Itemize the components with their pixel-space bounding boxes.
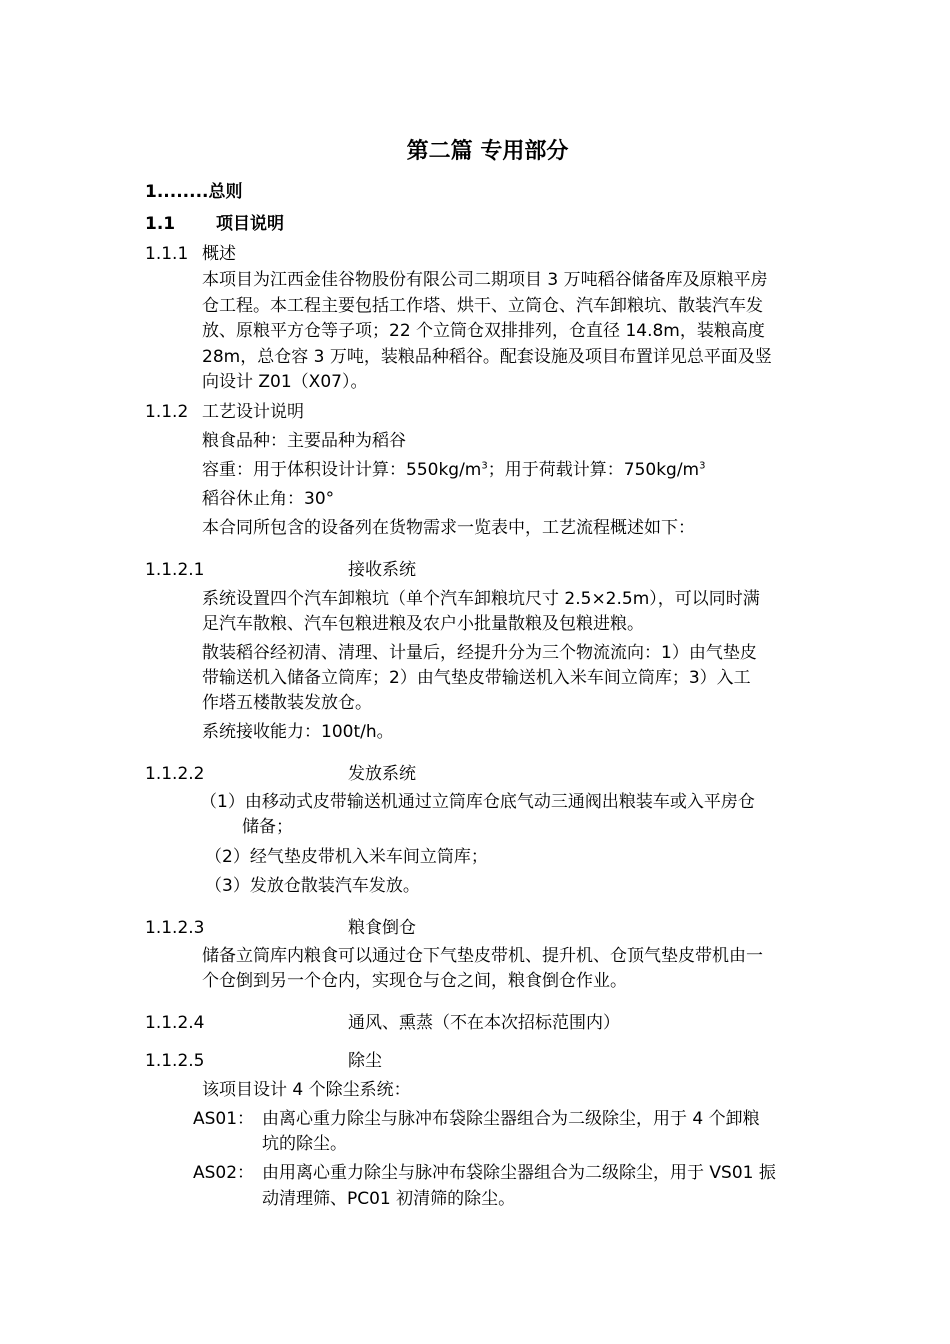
section-1-1-2-3-heading: 粮食倒仓 <box>348 918 416 938</box>
section-1-1-2-2-heading: 发放系统 <box>348 764 416 784</box>
system-description: 由用离心重力除尘与脉冲布袋除尘器组合为二级除尘，用于 VS01 振 <box>262 1163 776 1183</box>
section-1-1-2-1-heading: 接收系统 <box>348 560 416 580</box>
system-description-continuation: 坑的除尘。 <box>262 1134 347 1154</box>
repose-angle-text: 稻谷休止角：30° <box>202 489 335 509</box>
list-item-continuation: 储备； <box>242 817 293 837</box>
paragraph-line: 系统接收能力：100t/h。 <box>202 722 394 742</box>
paragraph-line: 个仓倒到另一个仓内，实现仓与仓之间，粮食倒仓作业。 <box>202 971 627 991</box>
paragraph-line: 仓工程。本工程主要包括工作塔、烘干、立筒仓、汽车卸粮坑、散装汽车发 <box>202 296 763 316</box>
system-code: AS02： <box>193 1163 255 1183</box>
section-1-1-2-1-number: 1.1.2.1 <box>145 560 205 580</box>
paragraph-line: 作塔五楼散装发放仓。 <box>202 693 372 713</box>
density-load-text: ；用于荷载计算：750kg/m <box>487 460 700 480</box>
section-1-1-heading: 项目说明 <box>216 214 284 234</box>
system-description: 由离心重力除尘与脉冲布袋除尘器组合为二级除尘，用于 4 个卸粮 <box>262 1109 760 1129</box>
section-1-1-2-4-heading: 通风、熏蒸（不在本次招标范围内） <box>348 1013 620 1033</box>
paragraph-line: 足汽车散粮、汽车包粮进粮及农户小批量散粮及包粮进粮。 <box>202 614 644 634</box>
section-1-1-1-number: 1.1.1 <box>145 244 189 264</box>
section-1-1-2-heading: 工艺设计说明 <box>202 402 304 422</box>
paragraph-line: 带输送机入储备立筒库；2）由气垫皮带输送机入米车间立筒库；3）入工 <box>202 668 751 688</box>
process-intro-text: 本合同所包含的设备列在货物需求一览表中，工艺流程概述如下： <box>202 518 695 538</box>
section-1-1-2-4-number: 1.1.2.4 <box>145 1013 205 1033</box>
page-title: 第二篇 专用部分 <box>406 139 569 164</box>
grain-variety-text: 粮食品种：主要品种为稻谷 <box>202 431 406 451</box>
section-1-1-number: 1.1 <box>145 214 176 234</box>
section-1-1-2-2-number: 1.1.2.2 <box>145 764 205 784</box>
paragraph-line: 28m，总仓容 3 万吨，装粮品种稻谷。配套设施及项目布置详见总平面及竖 <box>202 347 772 367</box>
superscript: 3 <box>699 460 706 472</box>
superscript: 3 <box>481 460 488 472</box>
section-1-1-2-number: 1.1.2 <box>145 402 189 422</box>
paragraph-line: 散装稻谷经初清、清理、计量后，经提升分为三个物流流向：1）由气垫皮 <box>202 643 757 663</box>
list-item: （3）发放仓散装汽车发放。 <box>205 876 420 896</box>
paragraph-line: 向设计 Z01（X07）。 <box>202 372 368 392</box>
paragraph-line: 储备立筒库内粮食可以通过仓下气垫皮带机、提升机、仓顶气垫皮带机由一 <box>202 946 763 966</box>
section-1-1-2-5-heading: 除尘 <box>348 1051 382 1071</box>
list-item: （1）由移动式皮带输送机通过立筒库仓底气动三通阀出粮装车或入平房仓 <box>200 792 755 812</box>
paragraph-line: 系统设置四个汽车卸粮坑（单个汽车卸粮坑尺寸 2.5×2.5m），可以同时满 <box>202 589 760 609</box>
dust-intro-text: 该项目设计 4 个除尘系统： <box>202 1080 411 1100</box>
section-1-1-2-5-number: 1.1.2.5 <box>145 1051 205 1071</box>
section-1-1-1-heading: 概述 <box>202 244 236 264</box>
paragraph-line: 放、原粮平方仓等子项；22 个立筒仓双排排列，仓直径 14.8m，装粮高度 <box>202 321 765 341</box>
density-volume-text: 容重：用于体积设计计算：550kg/m <box>202 460 482 480</box>
bulk-density-text <box>202 458 706 483</box>
system-code: AS01： <box>193 1109 255 1129</box>
system-description-continuation: 动清理筛、PC01 初清筛的除尘。 <box>262 1189 516 1209</box>
section-1-heading: 1........总则 <box>145 182 243 202</box>
section-1-1-2-3-number: 1.1.2.3 <box>145 918 205 938</box>
paragraph-line: 本项目为江西金佳谷物股份有限公司二期项目 3 万吨稻谷储备库及原粮平房 <box>202 270 768 290</box>
list-item: （2）经气垫皮带机入米车间立筒库； <box>205 847 488 867</box>
